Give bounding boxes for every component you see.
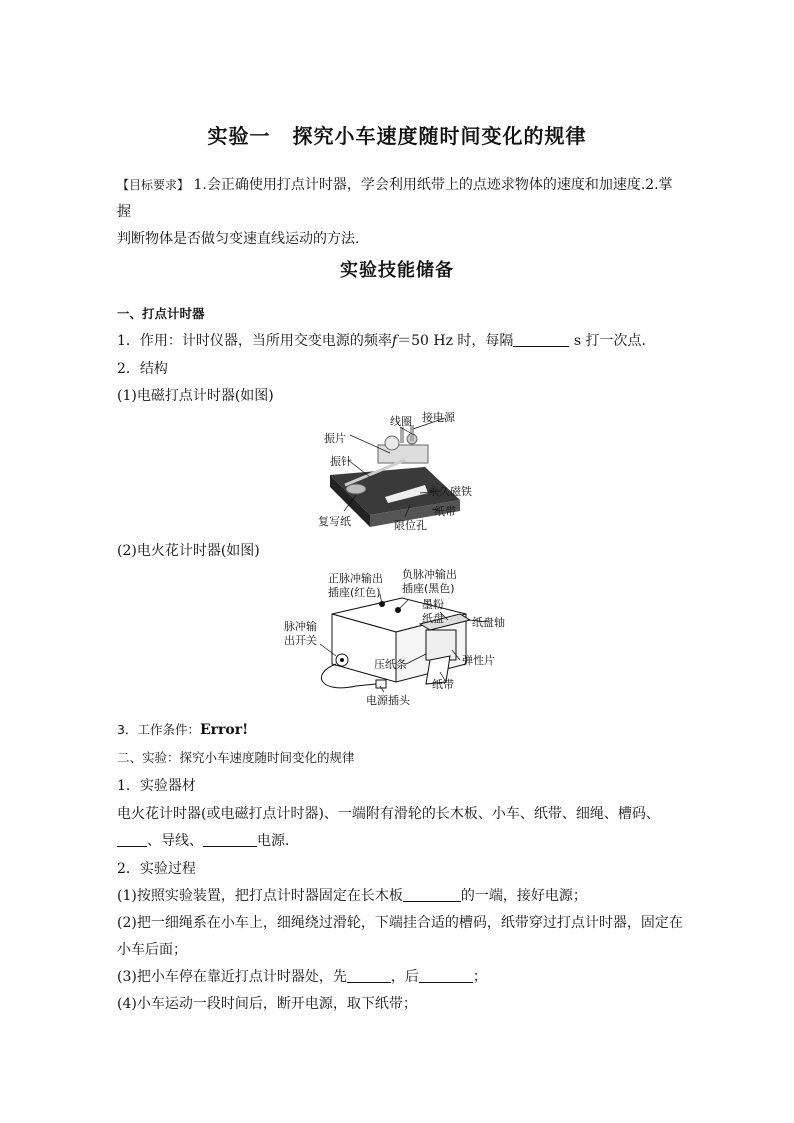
s2-step1-a: (1)按照实验装置，把打点计时器固定在长木板 — [117, 888, 403, 904]
title-part1: 实验一 — [207, 124, 271, 148]
s1-item3-error: Error! — [199, 722, 249, 738]
s1-item1-f: f — [391, 333, 398, 349]
s1-item3-prefix: 3．工作条件： — [117, 722, 200, 737]
s2-step2-a: (2)把一细绳系在小车上，细绳绕过滑轮，下端挂合适的槽码，纸带穿过打点计时器，固定在 — [117, 915, 683, 931]
s2-equip-2 — [117, 830, 299, 850]
s2-equip2-a: 、导线、 — [147, 833, 203, 849]
s2-heading: 二、实验：探究小车速度随时间变化的规律 — [117, 750, 355, 765]
s2-step2-b: 小车后面； — [117, 942, 187, 958]
s1-item3 — [117, 720, 248, 738]
label-switch-1: 脉冲输 — [284, 620, 317, 633]
label-press: 压纸条 — [374, 658, 407, 671]
s2-step4: (4)小车运动一段时间后，断开电源，取下纸带； — [117, 996, 417, 1012]
label-needle: 振针 — [330, 455, 352, 468]
blank-equip-1[interactable] — [117, 832, 147, 847]
spark-timer-figure — [280, 564, 520, 710]
label-disk: 纸盘 — [422, 612, 444, 625]
label-ink: 墨粉 — [422, 598, 444, 611]
label-pos-socket-1: 正脉冲输出 — [328, 572, 383, 585]
label-tape2: 纸带 — [432, 678, 454, 691]
s1-sub2: (2)电火花计时器(如图) — [117, 543, 260, 559]
goal-paragraph — [117, 172, 677, 253]
title-part2: 探究小车速度随时间变化的规律 — [292, 124, 587, 148]
s1-item2: 2．结构 — [117, 361, 168, 377]
label-axis: 纸盘轴 — [472, 616, 505, 629]
label-tape: 纸带 — [434, 505, 456, 518]
s1-item1-prefix: 1．作用：计时仪器，当所用交变电源的频率 — [117, 333, 392, 349]
label-plug: 电源插头 — [366, 694, 410, 707]
label-power: 接电源 — [422, 411, 455, 424]
label-magnet: 永久磁铁 — [428, 485, 472, 498]
s1-heading: 一、打点计时器 — [117, 306, 205, 321]
blank-step1[interactable] — [403, 887, 461, 902]
page-title — [0, 120, 794, 149]
goal-text-1: 1.会正确使用打点计时器，学会利用纸带上的点迹求物体的速度和加速度.2.掌握 — [117, 177, 673, 220]
label-coil: 线圈 — [390, 415, 412, 428]
s2-step1-b: 的一端，接好电源； — [460, 888, 587, 904]
label-hole: 限位孔 — [394, 519, 427, 532]
blank-step3-2[interactable] — [419, 968, 473, 983]
label-pos-socket-2: 插座(红色) — [328, 586, 381, 599]
label-vibrator: 振片 — [324, 432, 346, 445]
goal-tag: 【目标要求】 — [117, 178, 190, 192]
s2-step3-b: ，后 — [390, 969, 419, 985]
label-carbon: 复写纸 — [318, 515, 351, 528]
s2-step3 — [117, 966, 487, 986]
s1-item1-suffix: s 打一次点． — [569, 333, 656, 349]
section-title: 实验技能储备 — [340, 260, 454, 281]
s2-step3-a: (3)把小车停在靠近打点计时器处，先 — [117, 969, 347, 985]
label-switch-2: 出开关 — [284, 634, 317, 647]
electromagnetic-timer-figure — [310, 405, 510, 535]
blank-equip-2[interactable] — [203, 832, 257, 847]
blank-interval[interactable] — [513, 332, 569, 347]
label-neg-socket-1: 负脉冲输出 — [402, 568, 457, 581]
s2-equip-1: 电火花计时器(或电磁打点计时器)、一端附有滑轮的长木板、小车、纸带、细绳、槽码、 — [117, 806, 660, 822]
blank-step3-1[interactable] — [347, 968, 391, 983]
s1-item1-mid: ＝50 Hz 时，每隔 — [397, 333, 514, 349]
goal-text-2: 判断物体是否做匀变速直线运动的方法. — [117, 231, 360, 247]
s1-item1 — [117, 330, 656, 350]
s2-item1: 1．实验器材 — [117, 778, 196, 794]
label-neg-socket-2: 插座(黑色) — [402, 582, 455, 595]
s1-sub1: (1)电磁打点计时器(如图) — [117, 388, 274, 404]
label-spring: 弹性片 — [462, 654, 495, 667]
s2-item2: 2．实验过程 — [117, 861, 196, 877]
s2-step1 — [117, 885, 587, 905]
s2-step3-c: ； — [472, 969, 487, 985]
s2-equip2-b: 电源． — [257, 833, 299, 849]
